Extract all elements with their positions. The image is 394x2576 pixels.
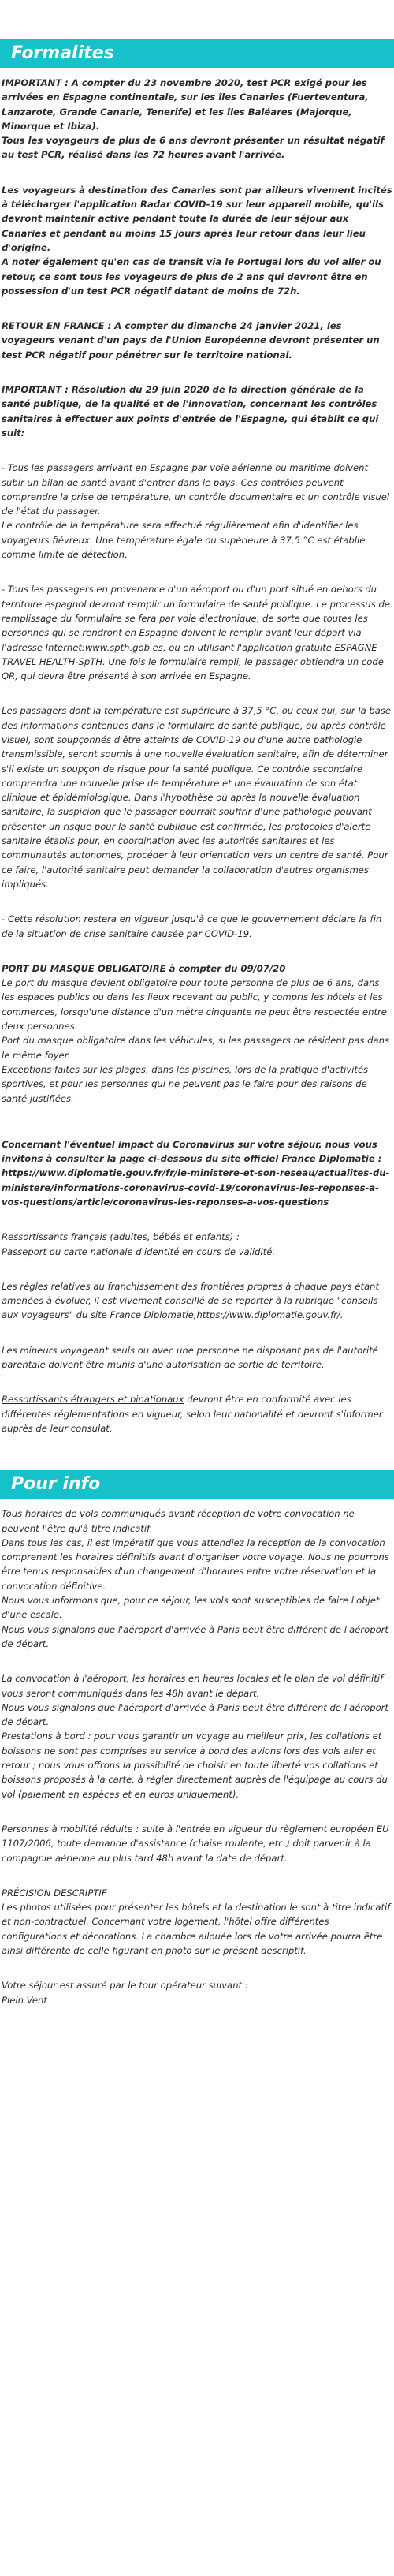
paragraph: Les voyageurs à destination des Canaries sont par ailleurs vivement incités à télécharger l'application Radar COVID-19 sur leur appareil mobile, qu'ils devront maintenir active pendant toute la durée de leur séjour aux Canaries et pendant au moins 15 jours après leur retour dans leur lieu d'origine. A noter également qu'en cas de transit via le Portugal lors du vol aller ou retour, ce sont tous les voyageurs de plus de 2 ans qui devront être en possession d'un test PCR négatif datant de moins de 72h. <box>2 184 392 297</box>
section-title: Pour info <box>11 1474 101 1495</box>
tour-operator-name: Plein Vent <box>2 1994 47 2006</box>
paragraph: Les passagers dont la température est supérieure à 37,5 °C, ou ceux qui, sur la base des informations contenues dans le formulaire de santé publique, ou après contrôle visuel, sont soupçonnés d'être atteints de COVID-19 ou d'une autre pathologie transmissible, seront soumis à une nouvelle évaluation sanitaire, afin de déterminer s'il existe un soupçon de risque pour la santé publique. Ce contrôle secondaire comprendra une nouvelle prise de température et une évaluation de son état clinique et épidémiologique. Dans l'hypothèse où après la nouvelle évaluation sanitaire, la suspicion que le passager pourrait souffrir d'une pathologie pouvant présenter un risque pour la santé publique est confirmée, les protocoles d'alerte sanitaire établis pour, en coordination avec les autorités sanitaires et les communautés autonomes, procéder à leur orientation vers un centre de santé. Pour ce faire, l'autorité sanitaire peut demander la collaboration d'autres organismes impliqués. <box>2 705 392 890</box>
paragraph: - Tous les passagers arrivant en Espagne par voie aérienne ou maritime doivent subir un bilan de santé avant d'entrer dans le pays. Ces contrôles peuvent comprendre la prise de température, un contrôle documentaire et un contrôle visuel de l'état du passager. Le contrôle de la température sera effectué régulièrement afin d'identifier les voyageurs fiévreux. Une température égale ou supérieure à 37,5 °C est établie comme limite de détection. <box>2 462 390 561</box>
formalites-content <box>0 68 394 1435</box>
subheading: PORT DU MASQUE OBLIGATOIRE à compter du 09/07/20 <box>2 962 286 974</box>
section-header-formalites <box>0 39 394 68</box>
paragraph: - Tous les passagers en provenance d'un aéroport ou d'un port situé en dehors du territoire espagnol devront remplir un formulaire de santé publique. Le processus de remplissage du formulaire se fera par voie électronique, de sorte que toutes les personnes qui se rendront en Espagne doivent le remplir avant leur départ via l'adresse Internet:www.spth.gob.es, ou en utilisant l'application gratuite ESPAGNE TRAVEL HEALTH-SpTH. Une fois le formulaire rempli, le passager obtiendra un code QR, qui devra être présenté à son arrivée en Espagne. <box>2 584 390 682</box>
pour-info-content <box>0 1499 394 2007</box>
paragraph: Ressortissants français (adultes, bébés et enfants) : Passeport ou carte nationale d'identité en cours de validité. <box>2 1231 276 1257</box>
paragraph: Les règles relatives au franchissement des frontières propres à chaque pays étant amenées à évoluer, il est vivement conseillé de se reporter à la rubrique "conseils aux voyageurs" du site France Diplomatie,https://www.diplomatie.gouv.fr/. <box>2 1280 380 1321</box>
subheading: Ressortissants français (adultes, bébés et enfants) : <box>2 1231 240 1243</box>
subheading: PRÉCISION DESCRIPTIF <box>2 1887 107 1898</box>
paragraph: PRÉCISION DESCRIPTIF Les photos utilisées pour présenter les hôtels et la destination le sont à titre indicatif et non-contractuel. Concernant votre logement, l'hôtel offre différentes configurations et décorations. La chambre allouée lors de votre arrivée pourra être ainsi différente de celle figurant en photo sur le présent descriptif. <box>2 1887 391 1956</box>
subheading: Ressortissants étrangers et binationaux <box>2 1394 184 1406</box>
paragraph: RETOUR EN FRANCE : A compter du dimanche 24 janvier 2021, les voyageurs venant d'un pays de l'Union Européenne devront présenter un test PCR négatif pour pénétrer sur le territoire national. <box>2 320 380 360</box>
paragraph: Personnes à mobilité réduite : suite à l'entrée en vigueur du règlement européen EU 1107/2006, toute demande d'assistance (chaise roulante, etc.) doit parvenir à la compagnie aérienne au plus tard 48h avant la date de départ. <box>2 1823 389 1864</box>
paragraph: Ressortissants étrangers et binationaux devront être en conformité avec les différentes réglementations en vigueur, selon leur nationalité et devront s'informer auprès de leur consulat. <box>2 1394 383 1434</box>
section-title: Formalites <box>11 43 114 63</box>
paragraph: Concernant l'éventuel impact du Coronavirus sur votre séjour, nous vous invitons à consulter la page ci-dessous du site officiel France Diplomatie : https://www.diplomatie.gouv.fr/fr/le-ministere-et-son-reseau/actualites-du-ministere/informations-coronavirus-covid-19/coronavirus-les-reponses-a-vos-questions/article/coronavirus-les-reponses-a-vos-questions <box>2 1138 390 1208</box>
paragraph: IMPORTANT : A compter du 23 novembre 2020, test PCR exigé pour les arrivées en Espagne continentale, sur les îles Canaries (Fuerteventura, Lanzarote, Grande Canarie, Tenerife) et les îles Baléares (Majorque, Minorque et Ibiza). Tous les voyageurs de plus de 6 ans devront présenter un résultat négatif au test PCR, réalisé dans les 72 heures avant l'arrivée. <box>2 77 385 161</box>
paragraph: PORT DU MASQUE OBLIGATOIRE à compter du 09/07/20 Le port du masque devient obligatoire pour toute personne de plus de 6 ans, dans les espaces publics ou dans les lieux recevant du public, y compris les hôtels et les commerces, lorsqu'une distance d'un mètre cinquante ne peut être respectée entre deux personnes. Port du masque obligatoire dans les véhicules, si les passagers ne résident pas dans le même foyer. Exceptions faites sur les plages, dans les piscines, lors de la pratique d'activités sportives, et pour les personnes qui ne peuvent pas le faire pour des raisons de santé justifiées. <box>2 962 390 1104</box>
section-header-pour-info <box>0 1470 394 1499</box>
paragraph: Tous horaires de vols communiqués avant réception de votre convocation ne peuvent l'être qu'à titre indicatif. Dans tous les cas, il est impératif que vous attendiez la réception de la convocation comprenant les horaires définitifs avant d'organiser votre voyage. Nous ne pourrons être tenus responsables d'un changement d'horaires entre votre réservation et la convocation définitive. Nous vous informons que, pour ce séjour, les vols sont susceptibles de faire l'objet d'une escale. Nous vous signalons que l'aéroport d'arrivée à Paris peut être différent de l'aéroport de départ. <box>2 1508 389 1649</box>
paragraph: La convocation à l'aéroport, les horaires en heures locales et le plan de vol définitif vous seront communiqués dans les 48h avant le départ. Nous vous signalons que l'aéroport d'arrivée à Paris peut être différent de l'aéroport de départ. Prestations à bord : pour vous garantir un voyage au meilleur prix, les collations et boissons ne sont pas comprises au service à bord des avions lors des vols aller et retour ; nous vous offrons la possibilité de choisir en toute liberté vos collations et boissons proposés à la carte, à régler directement auprès de l'équipage au cours du vol (paiement en espèces et en euros uniquement). <box>2 1673 388 1800</box>
paragraph: Votre séjour est assuré par le tour opérateur suivant : Plein Vent <box>2 1980 248 2006</box>
paragraph: - Cette résolution restera en vigueur jusqu'à ce que le gouvernement déclare la fin de la situation de crise sanitaire causée par COVID-19. <box>2 913 382 939</box>
paragraph: IMPORTANT : Résolution du 29 juin 2020 de la direction générale de la santé publique, de la qualité et de l'innovation, concernant les contrôles sanitaires à effectuer aux points d'entrée de l'Espagne, qui établit ce qui suit: <box>2 384 379 439</box>
paragraph: Les mineurs voyageant seuls ou avec une personne ne disposant pas de l'autorité parentale doivent être munis d'une autorisation de sortie de territoire. <box>2 1344 378 1371</box>
page <box>0 39 394 2007</box>
